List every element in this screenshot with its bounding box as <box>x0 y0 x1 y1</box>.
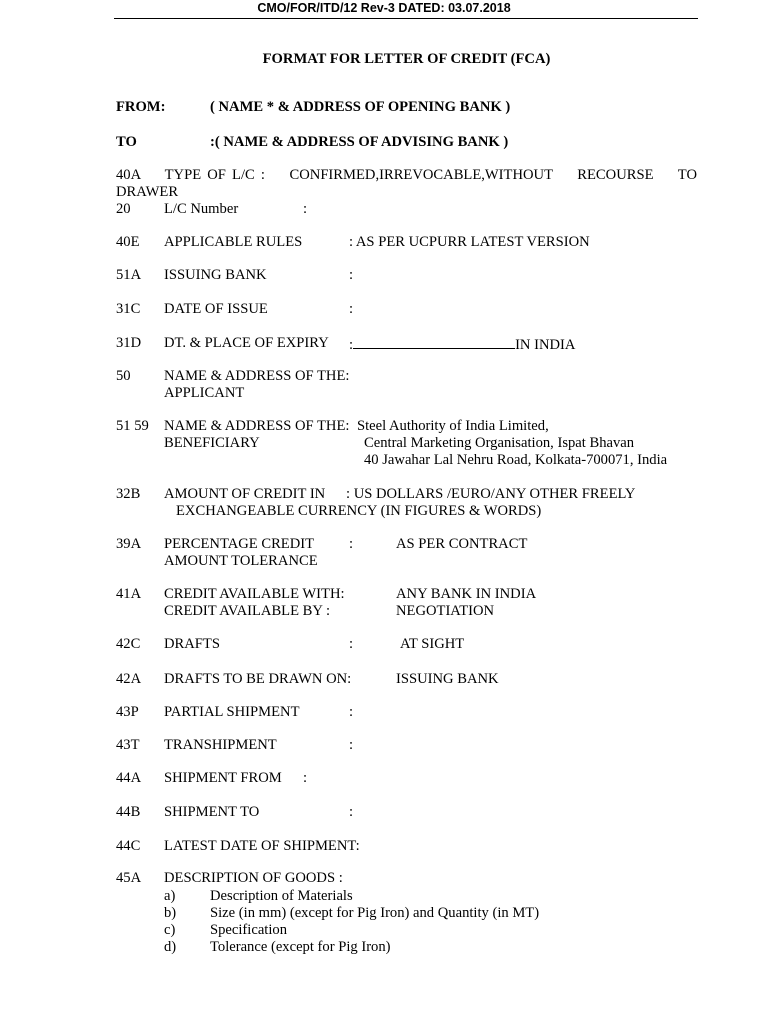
from-label: FROM: <box>116 99 166 115</box>
beneficiary-address-line2: Central Marketing Organisation, Ispat Bhavan <box>364 435 635 451</box>
field-42c-value: AT SIGHT <box>400 636 465 652</box>
field-44c-label: LATEST DATE OF SHIPMENT: <box>164 838 360 854</box>
field-59-code: 51 59 <box>116 418 149 434</box>
goods-item-marker: b) <box>164 905 177 921</box>
expiry-blank-line <box>353 335 515 349</box>
field-42a-label: DRAFTS TO BE DRAWN ON: <box>164 671 352 687</box>
field-32b-code: 32B <box>116 486 141 502</box>
field-44a-label: SHIPMENT FROM <box>164 770 282 786</box>
goods-item-text: Description of Materials <box>210 888 353 904</box>
field-31d-entry <box>349 335 575 354</box>
field-31c-code: 31C <box>116 301 141 317</box>
field-39a-value: AS PER CONTRACT <box>396 536 528 552</box>
field-43p-colon: : <box>349 704 354 720</box>
field-45a-label: DESCRIPTION OF GOODS : <box>164 870 343 886</box>
field-45a-code: 45A <box>116 870 142 886</box>
field-40e-code: 40E <box>116 234 140 250</box>
field-51a-label: ISSUING BANK <box>164 267 267 283</box>
field-41a-label1: CREDIT AVAILABLE WITH: <box>164 586 345 602</box>
field-43p-label: PARTIAL SHIPMENT <box>164 704 300 720</box>
field-31d-code: 31D <box>116 335 142 351</box>
field-40a-line2: DRAWER <box>116 184 179 200</box>
field-40a-line1: 40A TYPE OF L/C : CONFIRMED,IRREVOCABLE,WITHOUT RECOURSE TO <box>116 167 697 183</box>
to-value: :( NAME & ADDRESS OF ADVISING BANK ) <box>210 134 509 150</box>
field-39a-colon: : <box>349 536 354 552</box>
field-59-label2: BENEFICIARY <box>164 435 260 451</box>
field-41a-value1: ANY BANK IN INDIA <box>396 586 537 602</box>
goods-item-marker: a) <box>164 888 176 904</box>
field-59-label1: NAME & ADDRESS OF THE: <box>164 418 350 434</box>
field-20-colon: : <box>303 201 308 217</box>
field-44b-colon: : <box>349 804 354 820</box>
field-44a-code: 44A <box>116 770 142 786</box>
field-44b-code: 44B <box>116 804 141 820</box>
field-44a-colon: : <box>303 770 308 786</box>
field-31d-label: DT. & PLACE OF EXPIRY <box>164 335 329 351</box>
beneficiary-address-line1: Steel Authority of India Limited, <box>357 418 549 434</box>
field-42c-label: DRAFTS <box>164 636 220 652</box>
field-40e-value: : AS PER UCPURR LATEST VERSION <box>349 234 590 250</box>
field-42c-colon: : <box>349 636 354 652</box>
to-label: TO <box>116 134 137 150</box>
field-31d-colon: : <box>349 337 354 353</box>
field-51a-colon: : <box>349 267 354 283</box>
document-title: FORMAT FOR LETTER OF CREDIT (FCA) <box>262 51 551 67</box>
goods-item-text: Specification <box>210 922 287 938</box>
field-32b-label: AMOUNT OF CREDIT IN <box>164 486 326 502</box>
field-32b-value: : US DOLLARS /EURO/ANY OTHER FREELY <box>346 486 636 502</box>
goods-item-text: Tolerance (except for Pig Iron) <box>210 939 391 955</box>
field-42c-code: 42C <box>116 636 141 652</box>
field-50-label1: NAME & ADDRESS OF THE: <box>164 368 350 384</box>
field-43t-colon: : <box>349 737 354 753</box>
field-39a-code: 39A <box>116 536 142 552</box>
field-42a-code: 42A <box>116 671 142 687</box>
field-43p-code: 43P <box>116 704 139 720</box>
field-31c-colon: : <box>349 301 354 317</box>
field-44c-code: 44C <box>116 838 141 854</box>
document-header: CMO/FOR/ITD/12 Rev-3 DATED: 03.07.2018 <box>257 1 511 15</box>
header-rule <box>114 18 698 19</box>
goods-item-marker: d) <box>164 939 177 955</box>
goods-item-text: Size (in mm) (except for Pig Iron) and Quantity (in MT) <box>210 905 540 921</box>
field-41a-value2: NEGOTIATION <box>396 603 495 619</box>
field-42a-value: ISSUING BANK <box>396 671 499 687</box>
field-31d-suffix: IN INDIA <box>515 337 576 353</box>
field-51a-code: 51A <box>116 267 142 283</box>
field-50-code: 50 <box>116 368 131 384</box>
field-20-code: 20 <box>116 201 131 217</box>
field-20-label: L/C Number <box>164 201 239 217</box>
beneficiary-address-line3: 40 Jawahar Lal Nehru Road, Kolkata-700071, India <box>364 452 668 468</box>
field-41a-code: 41A <box>116 586 142 602</box>
from-value: ( NAME * & ADDRESS OF OPENING BANK ) <box>210 99 511 115</box>
field-43t-label: TRANSHIPMENT <box>164 737 277 753</box>
field-50-label2: APPLICANT <box>164 385 245 401</box>
field-31c-label: DATE OF ISSUE <box>164 301 268 317</box>
field-40e-label: APPLICABLE RULES <box>164 234 303 250</box>
field-32b-line2: EXCHANGEABLE CURRENCY (IN FIGURES & WORDS) <box>176 503 542 519</box>
goods-item-marker: c) <box>164 922 176 938</box>
field-43t-code: 43T <box>116 737 140 753</box>
field-39a-label1: PERCENTAGE CREDIT <box>164 536 315 552</box>
field-41a-label2: CREDIT AVAILABLE BY : <box>164 603 331 619</box>
field-44b-label: SHIPMENT TO <box>164 804 260 820</box>
field-39a-label2: AMOUNT TOLERANCE <box>164 553 318 569</box>
